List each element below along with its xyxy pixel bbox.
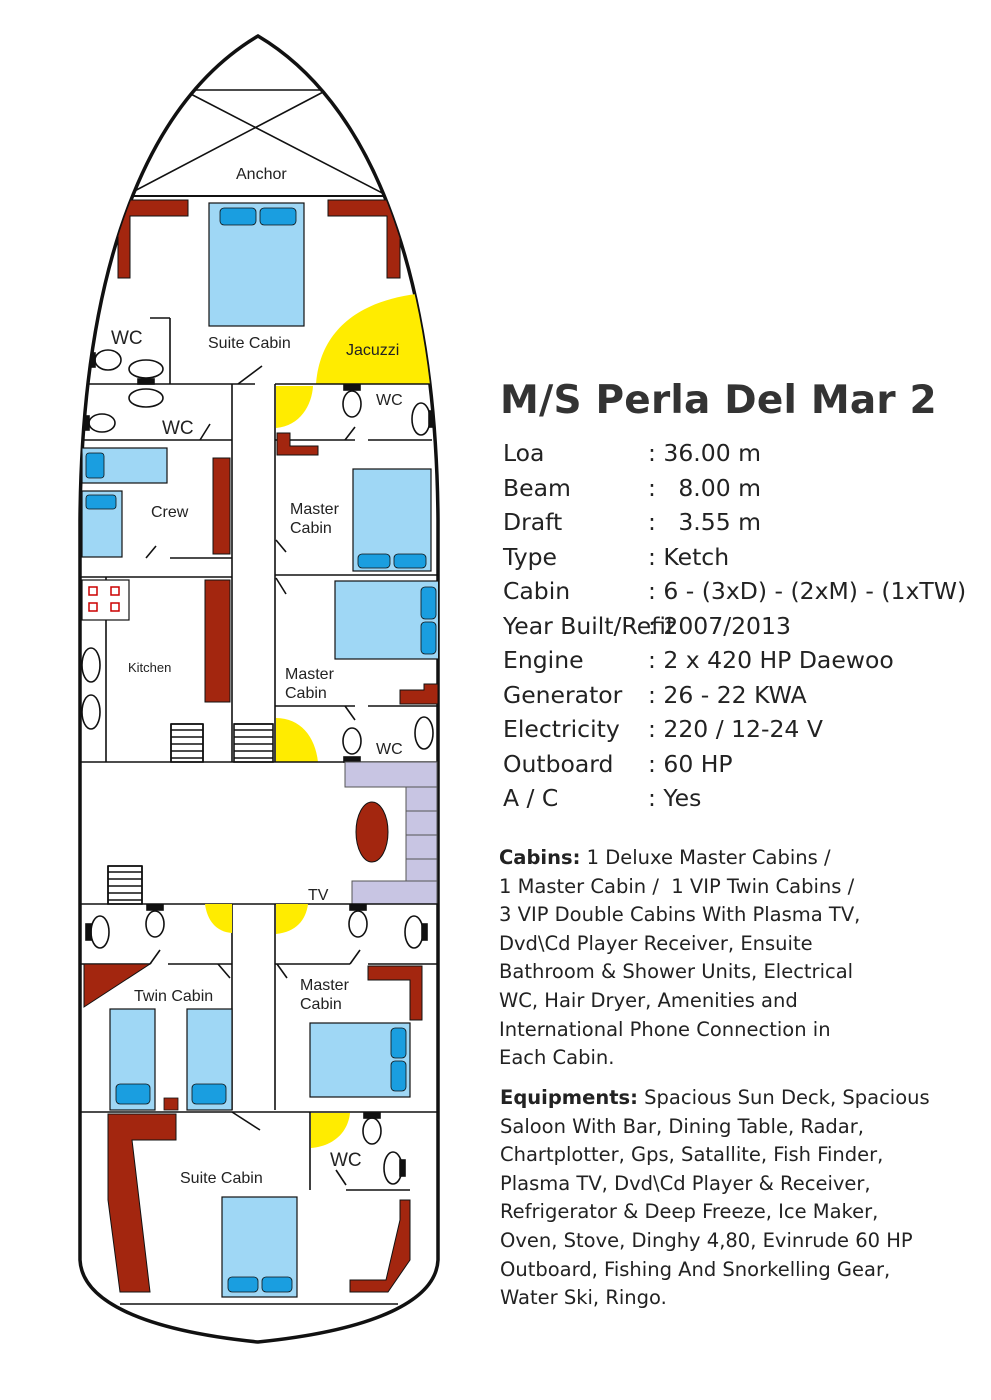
spec-label: Engine	[503, 646, 584, 674]
pillow	[192, 1084, 226, 1104]
text-line	[500, 1284, 970, 1313]
pillow	[421, 622, 436, 654]
text-content: Refrigerator & Deep Freeze, Ice Maker,	[500, 1200, 879, 1224]
section-heading: Equipments:	[500, 1086, 638, 1109]
text-line	[499, 844, 969, 873]
spec-value: : 26 - 22 KWA	[648, 680, 807, 709]
sink-tap	[138, 379, 154, 384]
label-suite-cabin-bottom: Suite Cabin	[180, 1170, 263, 1187]
pillow	[220, 208, 256, 225]
pillow	[116, 1084, 150, 1104]
spec-label: Outboard	[503, 749, 614, 778]
stove	[82, 580, 129, 620]
text-line	[500, 1198, 970, 1227]
spec-value: : 6 - (3xD) - (2xM) - (1xTW)	[648, 577, 967, 605]
spec-value: : 3.55 m	[648, 508, 762, 536]
label-kitchen: Kitchen	[128, 660, 172, 675]
spec-label: Generator	[503, 680, 623, 709]
spec-value: : 2 x 420 HP Daewoo	[648, 646, 894, 674]
cabins-description	[499, 844, 969, 1073]
spec-value: : 8.00 m	[648, 473, 762, 502]
pillow	[394, 554, 426, 568]
spec-value: : 60 HP	[648, 749, 733, 778]
text-line	[500, 1113, 970, 1142]
label-wc-3: WC	[162, 418, 194, 439]
toilet-tank	[364, 1113, 380, 1118]
sink-tap	[86, 924, 91, 940]
toilet-tank	[84, 416, 89, 430]
text-content: Spacious Sun Deck, Spacious	[637, 1086, 930, 1109]
spec-value: : 2007/2013	[648, 611, 791, 640]
counter	[205, 580, 230, 702]
label-line: Cabin	[285, 685, 327, 702]
text-line	[500, 1256, 970, 1285]
toilet-tank	[147, 905, 163, 910]
text-line	[499, 901, 969, 930]
spec-value: : 220 / 12-24 V	[648, 715, 823, 743]
spec-label: Loa	[503, 439, 545, 467]
spec-label: A / C	[503, 784, 559, 812]
spec-value: : Ketch	[648, 542, 730, 571]
text-line	[500, 1084, 970, 1113]
label-tv: TV	[308, 887, 329, 904]
text-content: International Phone Connection in	[499, 1017, 831, 1041]
label-line: Master	[285, 666, 334, 683]
spec-label: Draft	[503, 508, 563, 536]
text-line	[499, 1016, 969, 1045]
saloon-left-stairs	[108, 866, 142, 904]
label-wc-5: WC	[330, 1150, 362, 1171]
pillow	[421, 587, 436, 619]
sink-tap	[422, 924, 427, 940]
kitchen-stairs	[171, 724, 203, 762]
label-crew: Crew	[151, 504, 189, 521]
section-heading: Cabins:	[499, 846, 581, 869]
text-line	[499, 930, 969, 959]
text-content: 3 VIP Double Cabins With Plasma TV,	[499, 903, 861, 927]
text-content: Chartplotter, Gps, Satallite, Fish Finder,	[500, 1143, 884, 1167]
label-wc-4: WC	[376, 741, 403, 758]
text-content: Saloon With Bar, Dining Table, Radar,	[500, 1114, 864, 1138]
spec-value: : Yes	[648, 784, 702, 812]
nightstand	[164, 1098, 178, 1110]
pillow	[358, 554, 390, 568]
label-line: Cabin	[300, 996, 342, 1013]
dining-table	[356, 802, 388, 862]
spec-label: Year Built/Refit	[503, 611, 676, 640]
label-jacuzzi: Jacuzzi	[346, 342, 400, 359]
text-content: Each Cabin.	[499, 1046, 615, 1070]
text-content: Plasma TV, Dvd\Cd Player & Receiver,	[500, 1171, 871, 1195]
pillow	[391, 1028, 406, 1058]
toilet-tank	[344, 385, 360, 390]
spec-label: Type	[503, 542, 557, 571]
pillow	[228, 1277, 258, 1292]
text-line	[499, 1044, 969, 1073]
label-anchor: Anchor	[236, 166, 287, 183]
yacht-title: M/S Perla Del Mar 2	[500, 378, 937, 423]
text-line	[499, 873, 969, 902]
text-content: 1 Deluxe Master Cabins /	[580, 846, 831, 869]
text-content: 1 Master Cabin / 1 VIP Twin Cabins /	[499, 874, 855, 898]
pillow	[86, 495, 116, 509]
label-wc-2: WC	[376, 392, 403, 409]
pillow	[391, 1061, 406, 1091]
spec-label: Beam	[503, 473, 571, 502]
label-wc-1: WC	[111, 328, 143, 349]
text-content: WC, Hair Dryer, Amenities and	[499, 988, 798, 1012]
text-line	[500, 1141, 970, 1170]
label-line: Master	[300, 977, 349, 994]
label-suite-cabin-top: Suite Cabin	[208, 335, 291, 352]
pillow	[262, 1277, 292, 1292]
equipments-description	[500, 1084, 970, 1313]
corridor-stairs	[234, 724, 273, 762]
wardrobe	[213, 458, 230, 554]
text-line	[499, 987, 969, 1016]
text-content: Bathroom & Shower Units, Electrical	[499, 960, 854, 984]
label-line: Master	[290, 501, 339, 518]
text-content: Outboard, Fishing And Snorkelling Gear,	[500, 1257, 891, 1281]
text-content: Water Ski, Ringo.	[500, 1286, 667, 1310]
text-content: Dvd\Cd Player Receiver, Ensuite	[499, 931, 813, 955]
text-line	[500, 1170, 970, 1199]
label-line: Cabin	[290, 520, 332, 537]
text-line	[499, 958, 969, 987]
label-twin-cabin: Twin Cabin	[134, 988, 214, 1005]
pillow	[86, 453, 104, 478]
spec-value: : 36.00 m	[648, 439, 762, 467]
sink-tap	[400, 1160, 405, 1176]
toilet-tank	[350, 905, 366, 910]
spec-label: Electricity	[503, 715, 620, 743]
text-line	[500, 1227, 970, 1256]
text-content: Oven, Stove, Dinghy 4,80, Evinrude 60 HP	[500, 1228, 913, 1252]
spec-label: Cabin	[503, 577, 571, 605]
deck-plan	[0, 0, 460, 1400]
pillow	[260, 208, 296, 225]
